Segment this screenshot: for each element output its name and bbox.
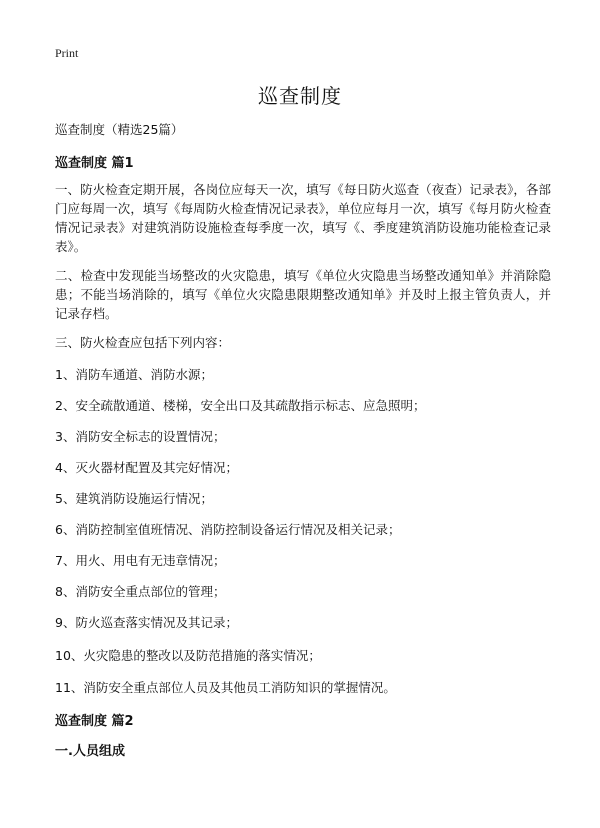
- paragraph-1: 一、防火检查定期开展，各岗位应每天一次，填写《每日防火巡查（夜查）记录表》，各部门应每周一次，填写《每周防火检查情况记录表》，单位应每月一次，填写《每月防火检查情况记录表》对建筑消防设施检查每季度一次，填写《、季度建筑消防设施功能检查记录表》。: [55, 182, 551, 254]
- list-item-3: 3、消防安全标志的设置情况；: [55, 429, 226, 444]
- list-item-10: 10、火灾隐患的整改以及防范措施的落实情况；: [55, 648, 321, 663]
- list-item-9: 9、防火巡查落实情况及其记录；: [55, 615, 238, 630]
- paragraph-2: 二、检查中发现能当场整改的火灾隐患，填写《单位火灾隐患当场整改通知单》并消除隐患；不能当场消除的，填写《单位火灾隐患限期整改通知单》并及时上报主管负责人，并记录存档。: [55, 268, 551, 321]
- list-item-8: 8、消防安全重点部位的管理；: [55, 584, 226, 599]
- list-item-1: 1、消防车通道、消防水源；: [55, 367, 213, 382]
- list-item-2: 2、安全疏散通道、楼梯，安全出口及其疏散指示标志、应急照明；: [55, 398, 426, 413]
- section-subheading: 一.人员组成: [55, 744, 125, 759]
- list-item-4: 4、灭火器材配置及其完好情况；: [55, 460, 238, 475]
- list-item-6: 6、消防控制室值班情况、消防控制设备运行情况及相关记录；: [55, 522, 401, 537]
- list-item-11: 11、消防安全重点部位人员及其他员工消防知识的掌握情况。: [55, 680, 396, 695]
- list-item-7: 7、用火、用电有无违章情况；: [55, 553, 226, 568]
- list-item-5: 5、建筑消防设施运行情况；: [55, 491, 213, 506]
- paragraph-3: 三、防火检查应包括下列内容：: [55, 335, 231, 350]
- section-heading-2: 巡查制度 篇2: [55, 714, 134, 729]
- print-label: Print: [55, 46, 79, 60]
- section-heading-1: 巡查制度 篇1: [55, 156, 134, 171]
- document-subtitle: 巡查制度（精选25篇）: [55, 122, 184, 137]
- document-title: 巡查制度: [258, 84, 342, 108]
